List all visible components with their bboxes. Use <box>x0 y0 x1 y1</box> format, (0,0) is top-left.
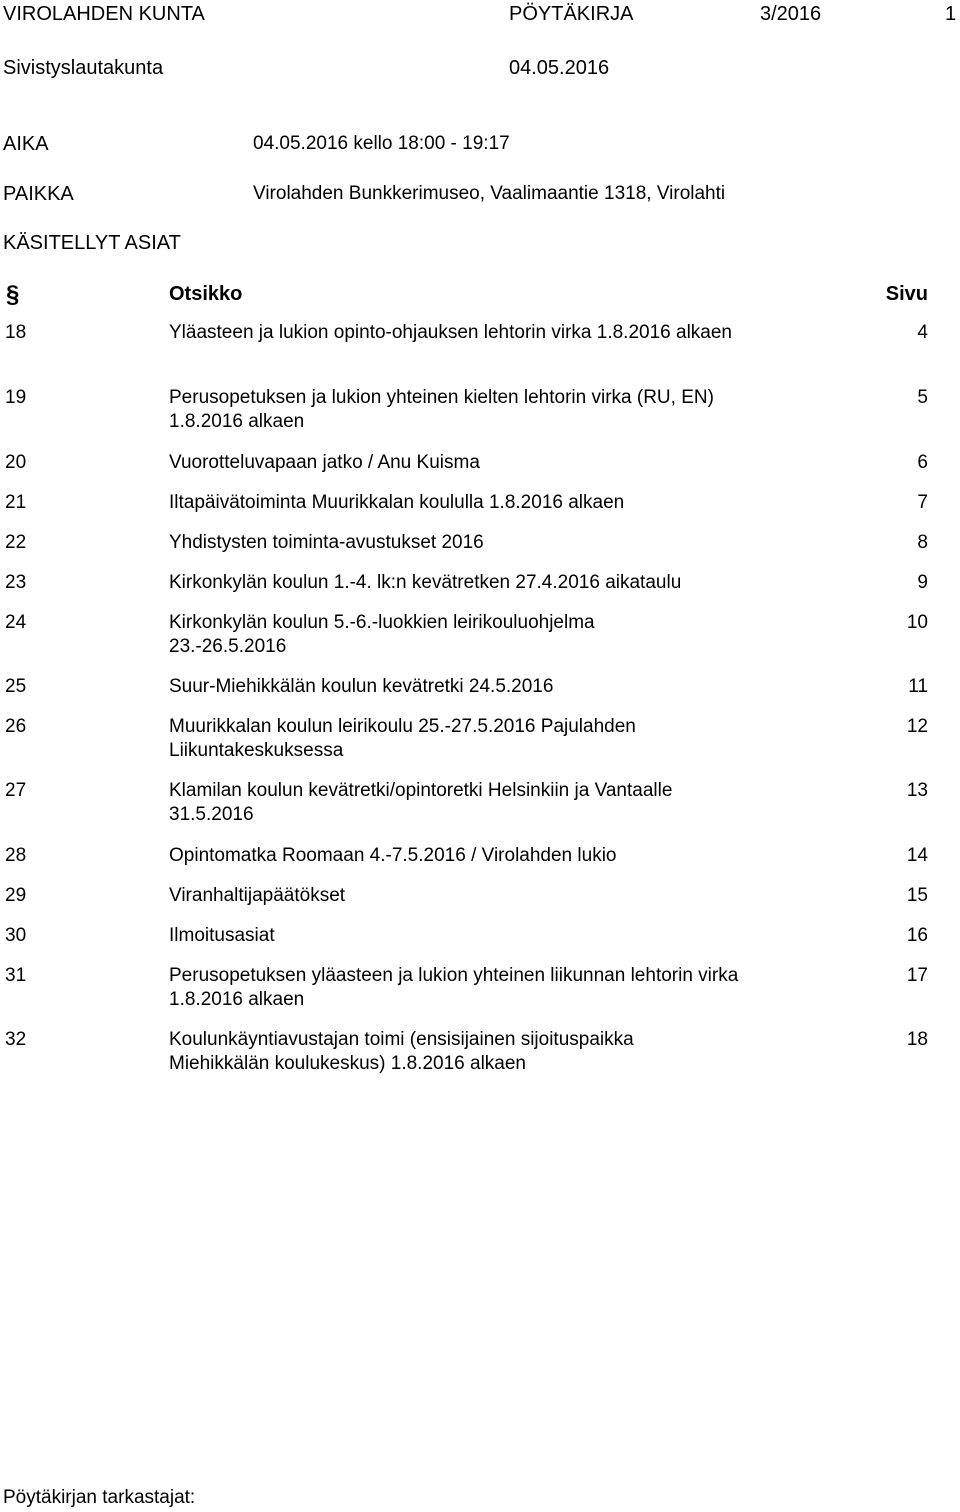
item-page: 10 <box>906 612 928 633</box>
reviewers-label: Pöytäkirjan tarkastajat: <box>3 1487 196 1508</box>
item-title: Yhdistysten toiminta-avustukset 2016 <box>169 532 484 553</box>
agenda-item-22 <box>0 531 960 555</box>
time-value: 04.05.2016 kello 18:00 - 19:17 <box>253 133 510 154</box>
item-page: 14 <box>906 845 928 866</box>
agenda-item-29 <box>0 884 960 908</box>
item-page: 11 <box>908 676 928 697</box>
item-title: Kirkonkylän koulun 5.-6.-luokkien leirikouluohjelma 23.-26.5.2016 <box>169 612 595 657</box>
item-title: Vuorotteluvapaan jatko / Anu Kuisma <box>169 452 480 473</box>
item-page: 8 <box>917 532 928 553</box>
item-page: 15 <box>906 885 928 906</box>
agenda-item-20 <box>0 451 960 475</box>
item-number: 24 <box>5 612 27 633</box>
meeting-date: 04.05.2016 <box>509 57 610 79</box>
item-page: 16 <box>906 925 928 946</box>
column-header-page: Sivu <box>885 283 928 305</box>
place-label: PAIKKA <box>3 183 74 205</box>
item-number: 25 <box>5 676 27 697</box>
section-heading: KÄSITELLYT ASIAT <box>3 232 181 254</box>
section-sign-icon: § <box>6 281 20 308</box>
agenda-item-30 <box>0 924 960 948</box>
item-page: 18 <box>906 1029 928 1050</box>
document-number: 3/2016 <box>760 3 822 25</box>
item-title: Ilmoitusasiat <box>169 925 275 946</box>
item-title: Yläasteen ja lukion opinto-ohjauksen lehtorin virka 1.8.2016 alkaen <box>169 322 732 343</box>
agenda-item-19 <box>0 386 960 432</box>
item-number: 21 <box>5 492 27 513</box>
item-title: Perusopetuksen yläasteen ja lukion yhteinen liikunnan lehtorin virka 1.8.2016 alkaen <box>169 965 739 1010</box>
agenda-item-21 <box>0 491 960 515</box>
agenda-item-18 <box>0 321 960 345</box>
agenda-item-26 <box>0 715 960 761</box>
agenda-item-32 <box>0 1028 960 1074</box>
agenda-item-31 <box>0 964 960 1010</box>
item-number: 29 <box>5 885 27 906</box>
item-title: Koulunkäyntiavustajan toimi (ensisijainen sijoituspaikka Miehikkälän koulukeskus) 1.8.2016 alkaen <box>169 1029 634 1074</box>
item-number: 22 <box>5 532 27 553</box>
agenda-item-28 <box>0 844 960 868</box>
agenda-item-23 <box>0 571 960 595</box>
item-number: 23 <box>5 572 27 593</box>
item-page: 9 <box>917 572 928 593</box>
item-number: 27 <box>5 780 27 801</box>
column-header-title: Otsikko <box>169 283 243 305</box>
item-page: 17 <box>906 965 928 986</box>
item-number: 31 <box>5 965 27 986</box>
item-page: 13 <box>906 780 928 801</box>
item-title: Klamilan koulun kevätretki/opintoretki Helsinkiin ja Vantaalle 31.5.2016 <box>169 780 673 825</box>
place-value: Virolahden Bunkkerimuseo, Vaalimaantie 1318, Virolahti <box>253 183 726 204</box>
item-page: 4 <box>917 322 928 343</box>
item-title: Muurikkalan koulun leirikoulu 25.-27.5.2016 Pajulahden Liikuntakeskuksessa <box>169 716 636 761</box>
item-title: Opintomatka Roomaan 4.-7.5.2016 / Virolahden lukio <box>169 845 617 866</box>
item-number: 26 <box>5 716 27 737</box>
item-title: Iltapäivätoiminta Muurikkalan koululla 1.8.2016 alkaen <box>169 492 625 513</box>
board-name: Sivistyslautakunta <box>3 57 164 79</box>
item-number: 18 <box>5 322 27 343</box>
item-page: 5 <box>917 387 928 408</box>
agenda-item-27 <box>0 779 960 825</box>
item-number: 30 <box>5 925 27 946</box>
agenda-item-25 <box>0 675 960 699</box>
document-type: PÖYTÄKIRJA <box>509 3 634 25</box>
item-number: 32 <box>5 1029 27 1050</box>
time-label: AIKA <box>3 133 49 155</box>
municipality-name: VIROLAHDEN KUNTA <box>3 3 205 25</box>
item-page: 7 <box>917 492 928 513</box>
agenda-item-24 <box>0 611 960 657</box>
item-page: 12 <box>906 716 928 737</box>
item-title: Kirkonkylän koulun 1.-4. lk:n kevätretken 27.4.2016 aikataulu <box>169 572 682 593</box>
item-title: Perusopetuksen ja lukion yhteinen kielten lehtorin virka (RU, EN) 1.8.2016 alkaen <box>169 387 714 432</box>
page-number: 1 <box>945 3 957 25</box>
item-number: 28 <box>5 845 27 866</box>
item-page: 6 <box>917 452 928 473</box>
item-title: Viranhaltijapäätökset <box>169 885 346 906</box>
item-number: 20 <box>5 452 27 473</box>
item-title: Suur-Miehikkälän koulun kevätretki 24.5.2016 <box>169 676 554 697</box>
item-number: 19 <box>5 387 27 408</box>
